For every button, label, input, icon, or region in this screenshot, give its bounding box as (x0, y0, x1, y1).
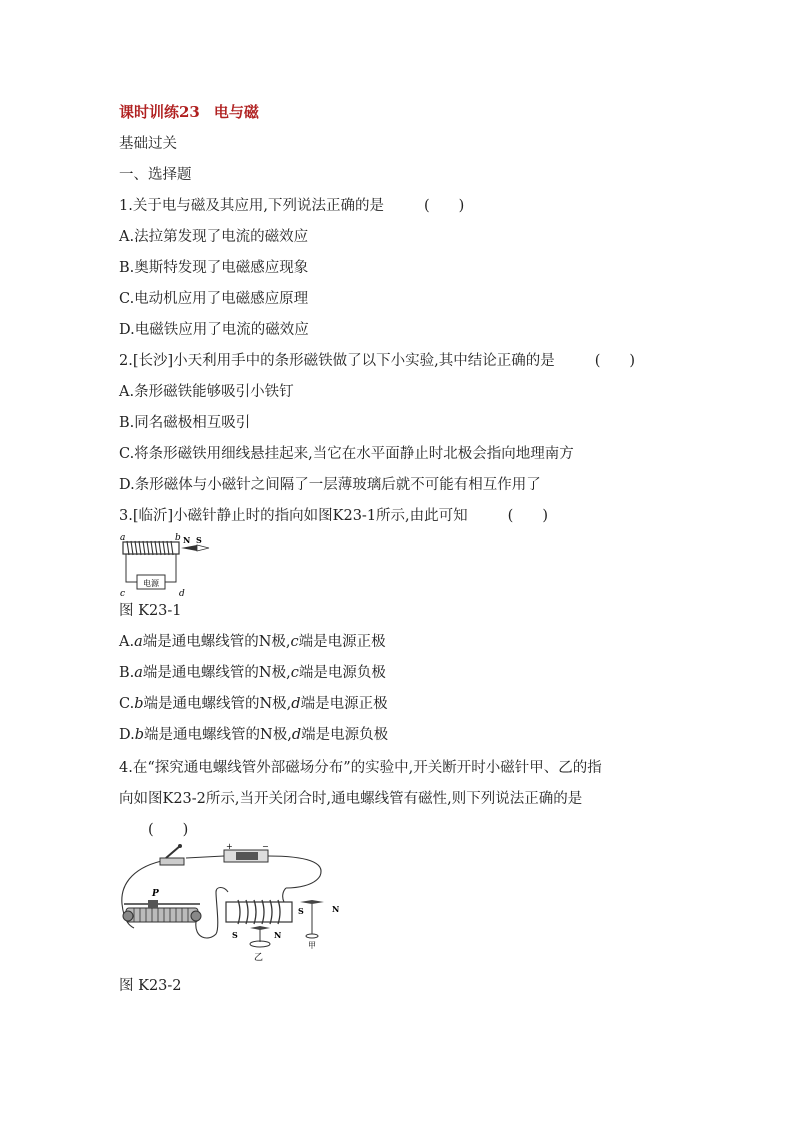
needle-n-label: N (183, 535, 191, 545)
question-3-option-b: B.a端是通电螺线管的N极,c端是电源负极 (119, 665, 386, 681)
lesson-number: 课时训练23 (119, 103, 200, 121)
wire-to-coil (196, 888, 228, 939)
label-c: c (120, 589, 126, 599)
question-3-option-d: D.b端是通电螺线管的N极,d端是电源负极 (119, 727, 389, 743)
question-1-option-d: D.电磁铁应用了电流的磁效应 (119, 322, 309, 338)
lesson-title (119, 102, 259, 122)
label-b: b (175, 533, 181, 543)
figure-k23-2-caption: 图 K23-2 (119, 978, 182, 994)
section-heading: 基础过关 (119, 136, 177, 152)
power-label: 电源 (143, 579, 159, 588)
solenoid-windings (127, 541, 173, 555)
figure-k23-1-caption: 图 K23-1 (119, 603, 182, 619)
question-2-text: 2.[长沙]小天利用手中的条形磁铁做了以下小实验,其中结论正确的是 (119, 353, 555, 369)
wire-loop-right (268, 856, 321, 888)
battery-plus: + (226, 842, 233, 851)
solenoid-coils (238, 900, 280, 924)
needle-jia-icon (300, 900, 324, 904)
answer-paren: ( ) (507, 508, 548, 524)
question-2-option-d: D.条形磁体与小磁针之间隔了一层薄玻璃后就不可能有相互作用了 (119, 477, 541, 493)
switch-base (160, 858, 184, 865)
yi-s-label: S (232, 930, 238, 940)
question-2-option-c: C.将条形磁铁用细线悬挂起来,当它在水平面静止时北极会指向地理南方 (119, 446, 574, 462)
lesson-topic: 电与磁 (213, 103, 259, 121)
question-1-option-b: B.奥斯特发现了电磁感应现象 (119, 260, 309, 276)
question-1-stem (119, 196, 464, 216)
question-3-option-a: A.a端是通电螺线管的N极,c端是电源正极 (119, 634, 386, 650)
label-p: P (152, 889, 159, 899)
slider-p (148, 900, 158, 908)
question-1-option-c: C.电动机应用了电磁感应原理 (119, 291, 309, 307)
needle-s-label: S (196, 535, 202, 545)
yi-n-label: N (274, 930, 282, 940)
question-2-option-b: B.同名磁极相互吸引 (119, 415, 251, 431)
question-4-stem-line-2: 向如图K23-2所示,当开关闭合时,通电螺线管有磁性,则下列说法正确的是 (119, 791, 583, 807)
question-3-stem (119, 506, 548, 526)
question-3-option-c: C.b端是通电螺线管的N极,d端是电源正极 (119, 696, 388, 712)
question-4-stem-line-1: 4.在“探究通电螺线管外部磁场分布”的实验中,开关断开时小磁针甲、乙的指 (119, 760, 602, 776)
wire-right (165, 554, 176, 582)
question-2-option-a: A.条形磁铁能够吸引小铁钉 (119, 384, 294, 400)
yi-label: 乙 (254, 953, 264, 963)
solenoid-tube (226, 902, 292, 922)
question-3-text: 3.[临沂]小磁针静止时的指向如图K23-1所示,由此可知 (119, 508, 468, 524)
wire-left (126, 554, 137, 582)
label-d: d (179, 589, 185, 599)
question-2-stem (119, 351, 635, 371)
answer-paren: ( ) (423, 198, 465, 214)
rheostat (126, 908, 198, 922)
part-heading: 一、选择题 (119, 167, 192, 183)
question-1-text: 1.关于电与磁及其应用,下列说法正确的是 (119, 198, 384, 214)
jia-s-label: S (298, 906, 304, 916)
switch-icon (166, 846, 180, 858)
battery-minus: − (262, 842, 269, 851)
figure-k23-1-solenoid-circuit (117, 530, 217, 600)
needle-yi-icon (250, 926, 270, 930)
answer-paren: ( ) (594, 353, 636, 369)
figure-k23-2-experiment (116, 842, 356, 972)
answer-paren: ( ) (148, 822, 189, 838)
compass-needle-icon (181, 545, 197, 551)
question-1-option-a: A.法拉第发现了电流的磁效应 (119, 229, 309, 245)
jia-n-label: N (332, 904, 340, 914)
label-a: a (120, 533, 126, 543)
jia-label: 甲 (308, 941, 316, 950)
